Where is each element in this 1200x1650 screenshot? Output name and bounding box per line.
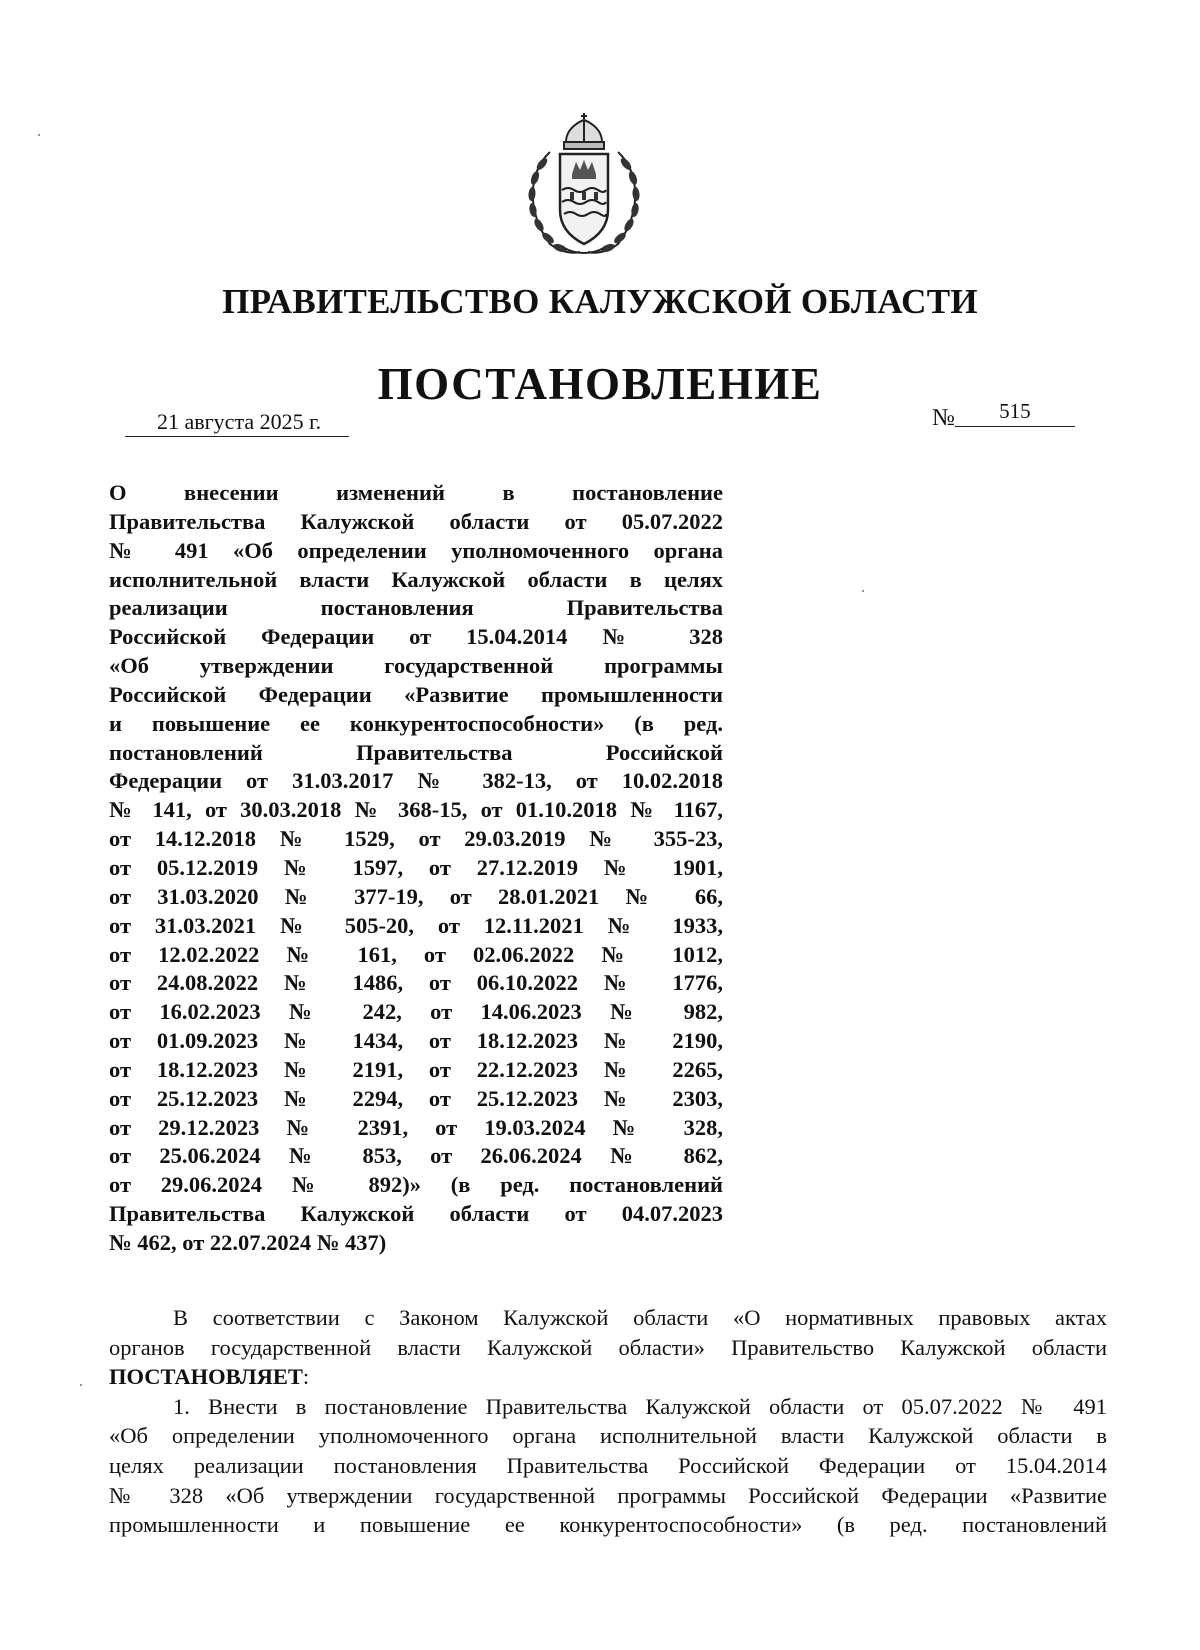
title-line: от 31.03.2020 № 377-19, от 28.01.2021 № 66, xyxy=(109,883,723,909)
title-line: от 12.02.2022 № 161, от 02.06.2022 № 1012, xyxy=(109,941,723,967)
title-line: «Об утверждении государственной программы xyxy=(109,653,723,679)
title-line: Федерации от 31.03.2017 № 382-13, от 10.02.2018 xyxy=(109,768,723,794)
title-line: постановлений Правительства Российской xyxy=(109,739,723,765)
scan-speck xyxy=(862,590,864,592)
title-line: и повышение ее конкурентоспособности» (в ред. xyxy=(109,710,723,736)
preamble-line: В соответствии с Законом Калужской области «О нормативных правовых актах xyxy=(173,1305,1107,1330)
title-line: от 31.03.2021 № 505-20, от 12.11.2021 № 1933, xyxy=(109,912,723,938)
decree-word: ПОСТАНОВЛЯЕТ xyxy=(109,1364,303,1390)
title-line: Правительства Калужской области от 05.07.2022 xyxy=(109,508,723,534)
title-line: от 25.06.2024 № 853, от 26.06.2024 № 862, xyxy=(109,1143,723,1169)
title-line: О внесении изменений в постановление xyxy=(109,480,723,505)
item-line: «Об определении уполномоченного органа исполнительной власти Калужской области в xyxy=(109,1423,1107,1449)
item-line: № 328 «Об утверждении государственной программы Российской Федерации «Развитие xyxy=(109,1482,1107,1508)
title-line: от 29.12.2023 № 2391, от 19.03.2024 № 328, xyxy=(109,1114,723,1140)
title-line: № 141, от 30.03.2018 № 368-15, от 01.10.2018 № 1167, xyxy=(109,797,723,823)
title-line: № 462, от 22.07.2024 № 437) xyxy=(109,1229,387,1255)
number-sign: № xyxy=(932,405,955,431)
preamble-line: органов государственной власти Калужской области» Правительство Калужской области xyxy=(109,1334,1107,1360)
title-line: Российской Федерации от 15.04.2014 № 328 xyxy=(109,624,723,650)
title-line: реализации постановления Правительства xyxy=(109,595,723,621)
decree-colon: : xyxy=(302,1364,310,1390)
document-type: ПОСТАНОВЛЕНИЕ xyxy=(377,359,823,409)
title-line: от 25.12.2023 № 2294, от 25.12.2023 № 2303, xyxy=(109,1085,723,1111)
title-line: № 491 «Об определении уполномоченного органа xyxy=(109,537,723,563)
organization-name: ПРАВИТЕЛЬСТВО КАЛУЖСКОЙ ОБЛАСТИ xyxy=(222,282,978,321)
number-value: 515 xyxy=(955,396,1075,427)
item-line: 1. Внести в постановление Правительства Калужской области от 05.07.2022 № 491 xyxy=(173,1393,1107,1419)
document-title xyxy=(109,479,723,1258)
title-line: от 29.06.2024 № 892)» (в ред. постановлений xyxy=(109,1172,723,1198)
document-body xyxy=(109,1303,1107,1540)
document-number xyxy=(932,399,1075,433)
scan-speck xyxy=(38,134,40,136)
title-line: от 14.12.2018 № 1529, от 29.03.2019 № 355-23, xyxy=(109,826,723,852)
scan-speck xyxy=(80,1384,82,1386)
item-line: промышленности и повышение ее конкурентоспособности» (в ред. постановлений xyxy=(109,1512,1107,1538)
title-line: от 24.08.2022 № 1486, от 06.10.2022 № 1776, xyxy=(109,970,723,996)
title-line: от 16.02.2023 № 242, от 14.06.2023 № 982, xyxy=(109,999,723,1025)
coat-of-arms-icon xyxy=(520,112,648,260)
title-line: Российской Федерации «Развитие промышленности xyxy=(109,681,723,707)
title-line: Правительства Калужской области от 04.07.2023 xyxy=(109,1201,723,1227)
item-line: целях реализации постановления Правительства Российской Федерации от 15.04.2014 xyxy=(109,1452,1107,1478)
title-line: от 01.09.2023 № 1434, от 18.12.2023 № 2190, xyxy=(109,1028,723,1054)
document-date: 21 августа 2025 г. xyxy=(125,408,349,437)
title-line: от 18.12.2023 № 2191, от 22.12.2023 № 2265, xyxy=(109,1056,723,1082)
title-line: от 05.12.2019 № 1597, от 27.12.2019 № 1901, xyxy=(109,854,723,880)
decree-line xyxy=(109,1362,1107,1392)
title-line: исполнительной власти Калужской области в целях xyxy=(109,566,723,592)
